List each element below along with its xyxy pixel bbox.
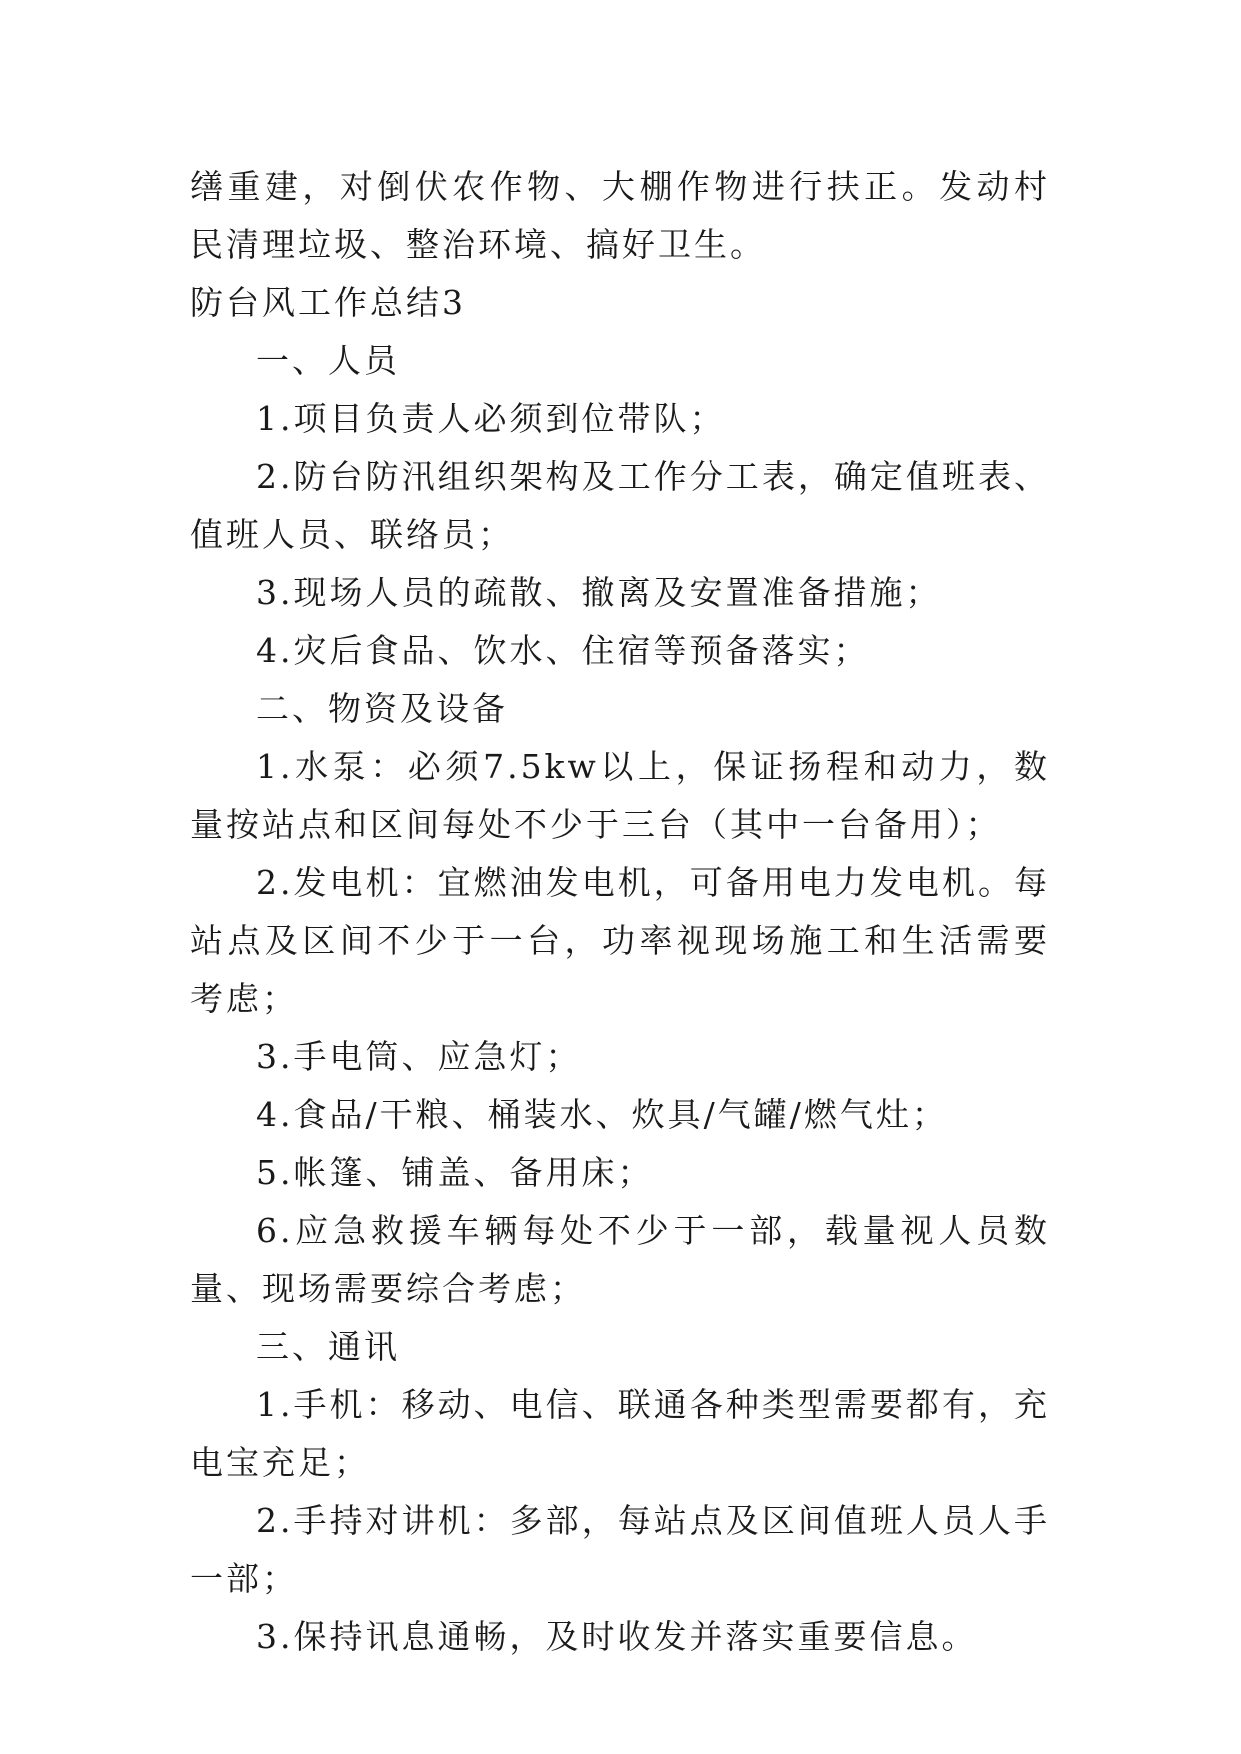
heading-communication: 三、通讯 <box>256 1327 400 1366</box>
list-item: 3.手电筒、应急灯； <box>256 1037 582 1076</box>
document-page <box>190 158 1050 1666</box>
section-title: 防台风工作总结3 <box>190 283 466 322</box>
paragraph-continuation: 缮重建，对倒伏农作物、大棚作物进行扶正。发动村民清理垃圾、整治环境、搞好卫生。 <box>190 167 1050 264</box>
list-item: 1.项目负责人必须到位带队； <box>256 399 726 438</box>
list-item: 3.保持讯息通畅，及时收发并落实重要信息。 <box>256 1617 978 1656</box>
list-item: 4.灾后食品、饮水、住宿等预备落实； <box>256 631 870 670</box>
list-item: 6.应急救援车辆每处不少于一部，载量视人员数量、现场需要综合考虑； <box>190 1211 1050 1308</box>
list-item: 1.手机：移动、电信、联通各种类型需要都有，充电宝充足； <box>190 1385 1050 1482</box>
list-item: 3.现场人员的疏散、撤离及安置准备措施； <box>256 573 942 612</box>
heading-personnel: 一、人员 <box>256 341 400 380</box>
list-item: 2.发电机：宜燃油发电机，可备用电力发电机。每站点及区间不少于一台，功率视现场施工和生活需要考虑； <box>190 863 1050 1018</box>
list-item: 4.食品/干粮、桶装水、炊具/气罐/燃气灶； <box>256 1095 948 1134</box>
list-item: 1.水泵：必须7.5kw以上，保证扬程和动力，数量按站点和区间每处不少于三台（其中一台备用）； <box>190 747 1050 844</box>
list-item: 2.手持对讲机：多部，每站点及区间值班人员人手一部； <box>190 1501 1050 1598</box>
list-item: 2.防台防汛组织架构及工作分工表，确定值班表、值班人员、联络员； <box>190 457 1050 554</box>
list-item: 5.帐篷、铺盖、备用床； <box>256 1153 654 1192</box>
heading-materials: 二、物资及设备 <box>256 689 508 728</box>
